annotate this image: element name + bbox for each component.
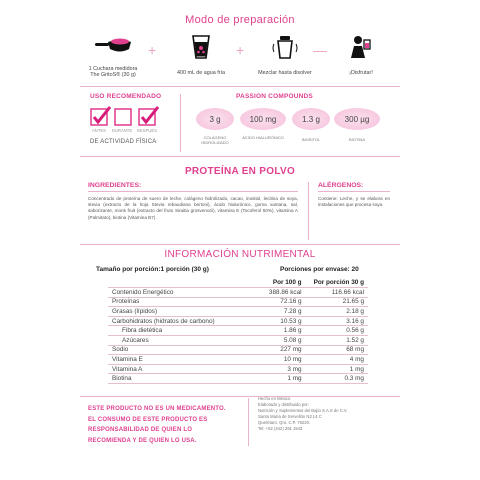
allergens-title: ALÉRGENOS:	[318, 182, 364, 189]
allergens-text: Contiene: Leche, y se elabora en instalaciones que procesa soya.	[318, 196, 390, 208]
nutrient-name: Contenido Energético	[108, 288, 243, 298]
divider	[80, 244, 400, 245]
value-per-100g: 3 mg	[243, 364, 305, 374]
servings-per-container: Porciones por envase: 20	[280, 266, 359, 273]
nutrient-name: Vitamina E	[108, 355, 243, 365]
divider	[80, 86, 400, 87]
nutrient-name: Fibra dietética	[108, 326, 243, 336]
check-label-during: DURANTE	[111, 128, 133, 133]
value-per-serving: 3.16 g	[306, 316, 368, 326]
ingredients-underline	[88, 191, 298, 192]
plus-icon: +	[236, 42, 245, 58]
value-per-serving: 1 mg	[306, 364, 368, 374]
nutrition-row	[108, 307, 368, 317]
value-per-serving: 0.3 mg	[306, 374, 368, 384]
nutrition-title: INFORMACIÓN NUTRIMENTAL	[164, 249, 316, 260]
vertical-divider	[180, 94, 181, 152]
vertical-divider	[248, 398, 249, 446]
activity-label: DE ACTIVIDAD FÍSICA	[90, 139, 157, 145]
column-per-serving: Por porción 30 g	[306, 278, 368, 288]
check-icon	[88, 106, 112, 128]
value-per-100g: 388.86 kcal	[243, 288, 305, 298]
nutrition-row	[108, 345, 368, 355]
nutrient-name: Proteínas	[108, 297, 243, 307]
serving-size: Tamaño por porción:1 porción (30 g)	[96, 266, 209, 273]
value-per-serving: 1.52 g	[306, 336, 368, 346]
value-per-100g: 1 mg	[243, 374, 305, 384]
preparation-title: Modo de preparación	[185, 14, 295, 26]
manufacturer-info: Hecho en México Elaborado y distribuido por: Nutrición y Suplementos del Bajío S.A.S de C.V. Santa María de Servellón N2 L4 C Querétaro, Qro. C.P. 76220. Tel: +52 (442) 291 1543	[258, 396, 348, 432]
nutrient-name: Vitamina A	[108, 364, 243, 374]
drinking-person-icon	[347, 34, 375, 60]
nutrition-row	[108, 297, 368, 307]
compound-value-collagen: 3 g	[196, 108, 234, 130]
nutrition-table	[108, 278, 368, 384]
value-per-serving: 4 mg	[306, 355, 368, 365]
shaker-icon	[272, 34, 298, 60]
value-per-serving: 2.18 g	[306, 307, 368, 317]
value-per-serving: 68 mg	[306, 345, 368, 355]
nutrition-row	[108, 336, 368, 346]
unchecked-box-icon	[112, 106, 136, 128]
warning-text: ESTE PRODUCTO NO ES UN MEDICAMENTO. EL CONSUMO DE ESTE PRODUCTO ES RESPONSABILIDAD DE QUIEN LO RECOMIENDA Y DE QUIEN LO USA.	[88, 406, 226, 444]
nutrient-name: Grasas (lípidos)	[108, 307, 243, 317]
glass-icon	[190, 34, 212, 60]
nutrition-row	[108, 316, 368, 326]
step-scoop: 1 Cuchara medidora The GritoS® (30 g)	[68, 34, 158, 78]
check-label-before: ANTES	[92, 128, 106, 133]
value-per-100g: 227 mg	[243, 345, 305, 355]
nutrient-name: Sodio	[108, 345, 243, 355]
nutrition-row	[108, 288, 368, 298]
nutrition-row	[108, 374, 368, 384]
product-title: PROTEÍNA EN POLVO	[184, 166, 296, 177]
value-per-100g: 1.86 g	[243, 326, 305, 336]
plus-icon: +	[148, 42, 157, 58]
nutrition-row	[108, 364, 368, 374]
value-per-serving: 21.65 g	[306, 297, 368, 307]
value-per-100g: 5.08 g	[243, 336, 305, 346]
ingredients-title: INGREDIENTES:	[88, 182, 142, 189]
compound-value-inositol: 1.3 g	[292, 108, 330, 130]
nutrient-name: Azúcares	[108, 336, 243, 346]
value-per-serving: 0.56 g	[306, 326, 368, 336]
check-label-after: DESPUÉS	[136, 128, 157, 133]
value-per-100g: 10 mg	[243, 355, 305, 365]
column-per-100g: Por 100 g	[243, 278, 305, 288]
vertical-divider	[308, 182, 309, 240]
ingredients-text: Concentrado de proteína de suero de leche, colágeno hidrolizado, cacao, inositol, lecitina de soya, stevia (extracto de la hoja Stevia rebaudiana bertoni), ácido hialurónico, goma xantana, sal, saborizante, monk fruit (extracto del fruto Siraitia grosvenorii), vitamina E (Tocoferol 50%), vitamina A (Palmitato), biotina (Vitamina B7).	[88, 196, 298, 220]
passion-compounds-title: PASSION COMPOUNDS	[236, 93, 313, 100]
recommended-use-title: USO RECOMENDADO	[90, 93, 162, 100]
compound-label-biotin: BIOTINA	[348, 137, 365, 142]
value-per-100g: 10.53 g	[243, 316, 305, 326]
value-per-serving: 116.66 kcal	[306, 288, 368, 298]
step-enjoy: ¡Disfrutar!	[316, 34, 406, 76]
allergens-underline	[318, 191, 390, 192]
compound-label-collagen: COLÁGENO HIDROLIZADO	[201, 135, 229, 145]
nutrition-header-row	[108, 278, 368, 288]
minus-icon: —	[313, 42, 327, 58]
check-icon	[136, 106, 160, 128]
nutrition-row	[108, 355, 368, 365]
divider	[80, 396, 400, 397]
nutrition-row	[108, 326, 368, 336]
divider	[80, 156, 400, 157]
value-per-100g: 72.16 g	[243, 297, 305, 307]
step-glass: 400 mL de agua fría	[156, 34, 246, 76]
nutrient-name: Biotina	[108, 374, 243, 384]
nutrient-name: Carbohidratos (hidratos de carbono)	[108, 316, 243, 326]
scoop-icon	[93, 34, 133, 56]
compound-label-inositol: INOSITOL	[301, 137, 321, 142]
compound-value-biotin: 300 µg	[334, 108, 380, 130]
step-shaker: Mezclar hasta disolver	[240, 34, 330, 76]
value-per-100g: 7.28 g	[243, 307, 305, 317]
compound-value-hyaluronic: 100 mg	[240, 108, 286, 130]
compound-label-hyaluronic: ÁCIDO HIALURÓNICO	[242, 135, 284, 140]
